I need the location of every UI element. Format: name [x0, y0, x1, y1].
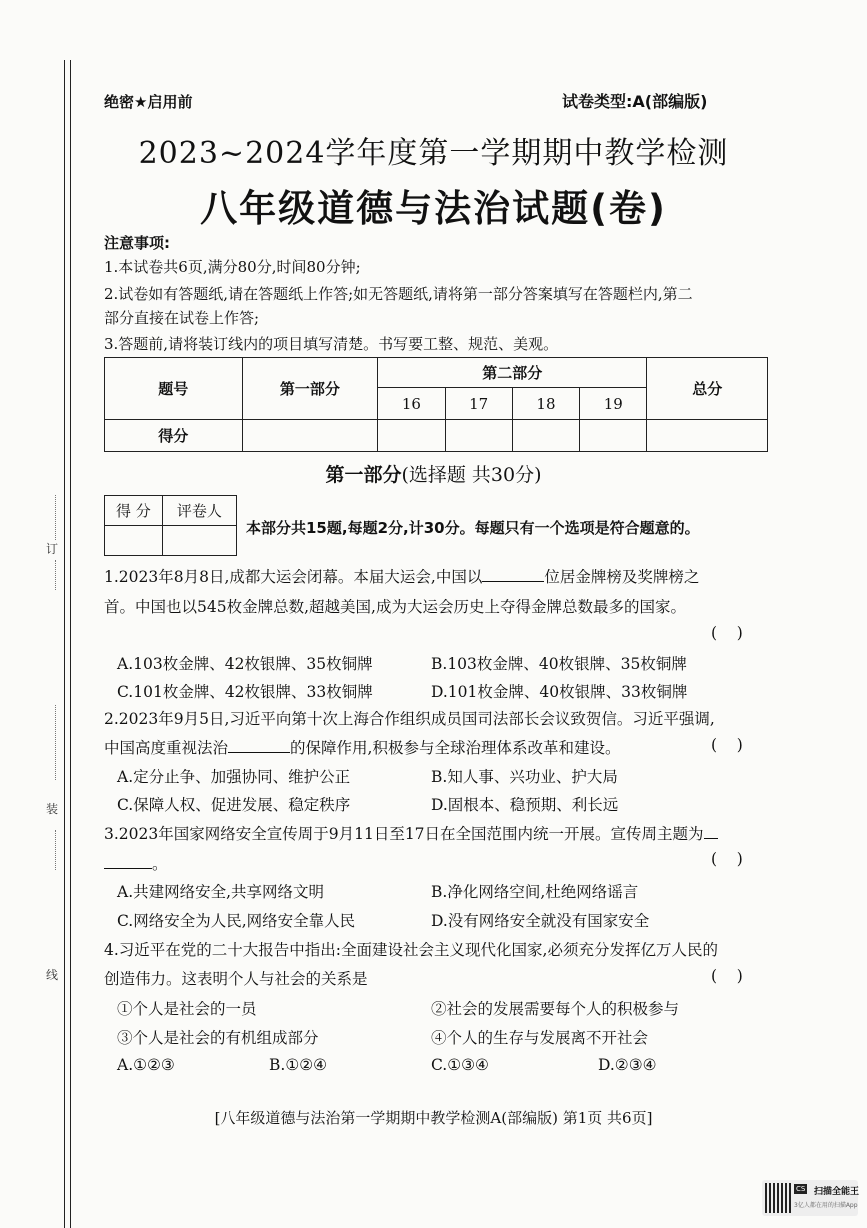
part-title [0, 460, 867, 487]
score-cell[interactable] [242, 420, 378, 452]
header-part-one: 第一部分 [242, 358, 378, 420]
answer-blank[interactable] [104, 853, 152, 870]
binding-label: 装 [46, 802, 59, 816]
question-2-line: 2.2023年9月5日,习近平向第十次上海合作组织成员国司法部长会议致贺信。习近平强调, [104, 710, 715, 728]
header-part-two: 第二部分 [378, 358, 647, 388]
notice-item: 2.试卷如有答题纸,请在答题纸上作答;如无答题纸,请将第一部分答案填写在答题栏内,第二 [104, 285, 693, 303]
question-1-text: 1.2023年8月8日,成都大运会闭幕。本届大运会,中国以 [104, 568, 483, 586]
answer-parentheses[interactable]: ( ) [711, 736, 743, 754]
binding-dots [55, 495, 56, 540]
option-c: C.保障人权、促进发展、稳定秩序 [117, 796, 351, 814]
score-cell[interactable] [580, 420, 647, 452]
question-number: 18 [512, 388, 579, 420]
exam-title: 2023~2024学年度第一学期期中教学检测 [138, 136, 729, 171]
cs-logo-icon: CS [796, 1185, 806, 1193]
question-2-text: 中国高度重视法治 [104, 739, 229, 757]
question-number: 16 [378, 388, 445, 420]
binding-line [70, 60, 71, 1228]
scanner-app-name: 扫描全能王 [814, 1187, 860, 1197]
notice-item: 3.答题前,请将装订线内的项目填写清楚。书写要工整、规范、美观。 [104, 335, 559, 353]
answer-parentheses[interactable]: ( ) [711, 967, 743, 985]
option-a: A.103枚金牌、42枚银牌、35枚铜牌 [117, 655, 373, 673]
option-a: A.①②③ [117, 1056, 175, 1074]
row-score-label: 得分 [105, 420, 243, 452]
answer-parentheses[interactable]: ( ) [711, 624, 743, 642]
option-c: C.101枚金牌、42枚银牌、33枚铜牌 [117, 683, 373, 701]
score-cell[interactable] [378, 420, 445, 452]
paper-type: 试卷类型:A(部编版) [562, 92, 708, 111]
page-footer: [八年级道德与法治第一学期期中教学检测A(部编版) 第1页 共6页] [214, 1109, 653, 1127]
notice-item: 部分直接在试卷上作答; [104, 309, 260, 327]
grader-person-cell[interactable] [162, 526, 236, 556]
binding-dots [55, 705, 56, 780]
notice-heading: 注意事项: [104, 234, 170, 252]
option-d: D.固根本、稳预期、利长远 [431, 796, 619, 814]
paper-title: 八年级道德与法治试题(卷) [200, 187, 667, 230]
statement-2: ②社会的发展需要每个人的积极参与 [431, 1000, 680, 1018]
score-table [104, 357, 768, 452]
question-3-text: 。 [152, 855, 168, 873]
question-1-text: 位居金牌榜及奖牌榜之 [544, 568, 700, 586]
question-1-line [104, 565, 699, 587]
score-cell[interactable] [512, 420, 579, 452]
question-2-line [104, 736, 620, 758]
grader-score-cell[interactable] [105, 526, 163, 556]
grader-table [104, 495, 237, 556]
score-cell[interactable] [445, 420, 512, 452]
grader-person-label: 评卷人 [162, 496, 236, 526]
answer-blank[interactable] [228, 737, 290, 754]
option-b: B.知人事、兴功业、护大局 [431, 768, 618, 786]
grader-score-label: 得 分 [105, 496, 163, 526]
option-b: B.①②④ [269, 1056, 328, 1074]
question-4-line: 创造伟力。这表明个人与社会的关系是 [104, 970, 368, 988]
option-b: B.净化网络空间,杜绝网络谣言 [431, 883, 639, 901]
question-number: 17 [445, 388, 512, 420]
binding-dots [55, 560, 56, 590]
secret-label: 绝密★启用前 [104, 93, 193, 111]
option-b: B.103枚金牌、40枚银牌、35枚铜牌 [431, 655, 687, 673]
binding-dots [55, 830, 56, 870]
header-total: 总分 [647, 358, 768, 420]
answer-parentheses[interactable]: ( ) [711, 850, 743, 868]
question-3-text: 3.2023年国家网络安全宣传周于9月11日至17日在全国范围内统一开展。宣传周主题为 [104, 825, 704, 843]
option-c: C.网络安全为人民,网络安全靠人民 [117, 912, 356, 930]
answer-blank[interactable] [704, 823, 718, 840]
statement-4: ④个人的生存与发展离不开社会 [431, 1029, 649, 1047]
statement-1: ①个人是社会的一员 [117, 1000, 257, 1018]
question-1-line: 首。中国也以545枚金牌总数,超越美国,成为大运会历史上夺得金牌总数最多的国家。 [104, 598, 686, 616]
option-d: D.②③④ [598, 1056, 657, 1074]
part-description: 本部分共15题,每题2分,计30分。每题只有一个选项是符合题意的。 [246, 519, 700, 537]
notice-item: 1.本试卷共6页,满分80分,时间80分钟; [104, 258, 361, 276]
score-cell[interactable] [647, 420, 768, 452]
binding-label: 线 [46, 968, 59, 982]
question-3-line [104, 822, 718, 844]
scanner-app-tagline: 3亿人都在用的扫描App [794, 1202, 858, 1209]
header-question-number: 题号 [105, 358, 243, 420]
option-a: A.定分止争、加强协同、维护公正 [117, 768, 351, 786]
question-3-line [104, 852, 168, 874]
binding-label: 订 [46, 542, 59, 556]
part-title-sub: (选择题 共30分) [401, 464, 542, 486]
qr-code-icon [765, 1183, 791, 1213]
scanner-watermark [762, 1180, 858, 1216]
statement-3: ③个人是社会的有机组成部分 [117, 1029, 319, 1047]
part-title-main: 第一部分 [325, 464, 402, 486]
option-d: D.101枚金牌、40枚银牌、33枚铜牌 [431, 683, 688, 701]
option-d: D.没有网络安全就没有国家安全 [431, 912, 650, 930]
question-number: 19 [580, 388, 647, 420]
option-c: C.①③④ [431, 1056, 489, 1074]
answer-blank[interactable] [482, 566, 544, 583]
question-4-line: 4.习近平在党的二十大报告中指出:全面建设社会主义现代化国家,必须充分发挥亿万人民的 [104, 941, 718, 959]
binding-line [64, 60, 65, 1228]
question-2-text: 的保障作用,积极参与全球治理体系改革和建设。 [290, 739, 621, 757]
option-a: A.共建网络安全,共享网络文明 [117, 883, 325, 901]
